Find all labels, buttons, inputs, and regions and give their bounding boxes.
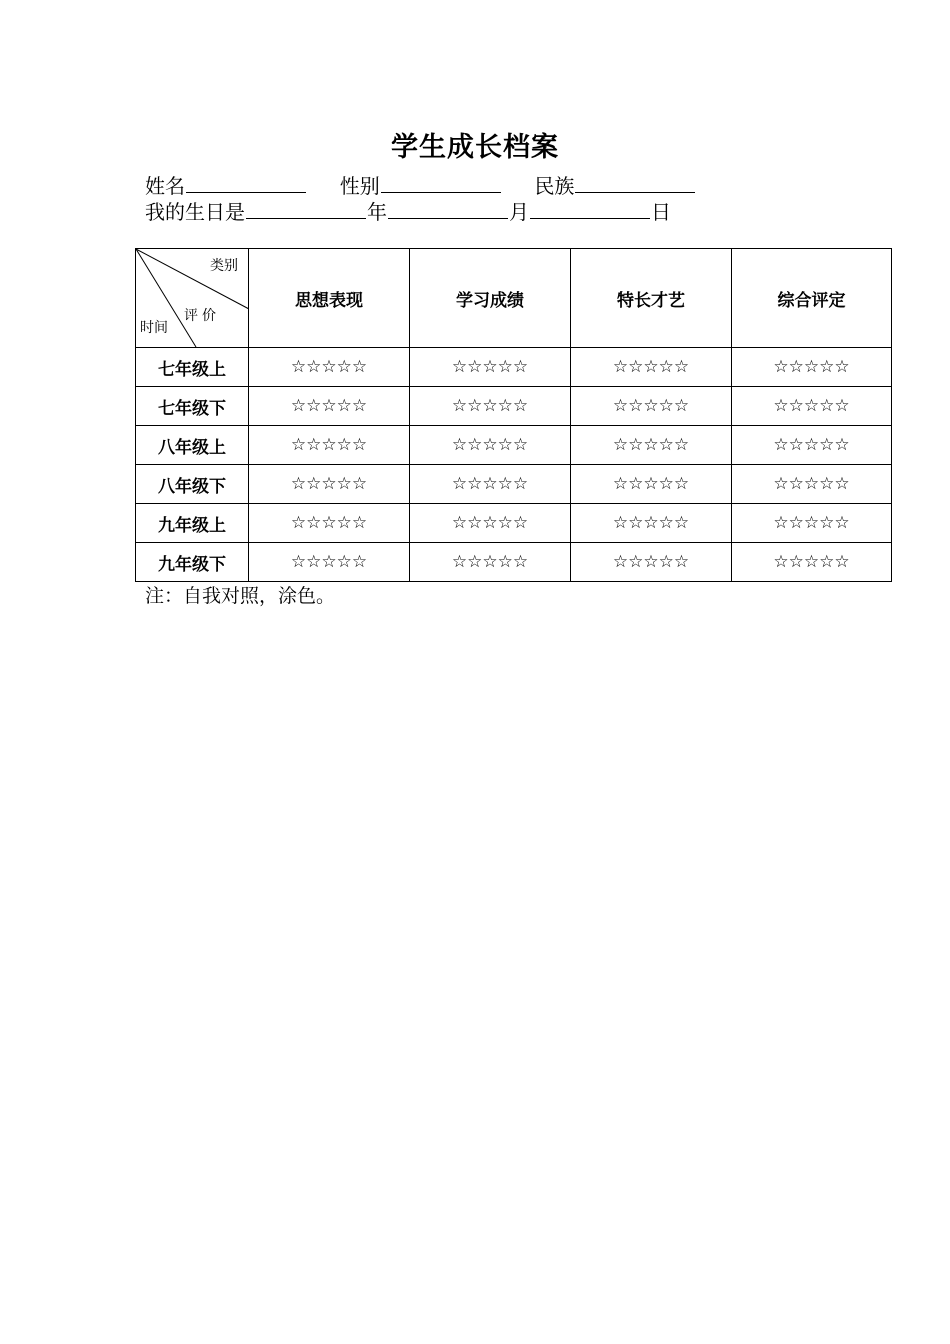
table-row [136,387,892,426]
star-rating[interactable]: ☆☆☆☆☆ [410,543,571,582]
page-title: 学生成长档案 [391,132,559,163]
star-rating[interactable]: ☆☆☆☆☆ [410,465,571,504]
star-rating[interactable]: ☆☆☆☆☆ [732,543,892,582]
row-label: 八年级上 [136,426,249,465]
table-row [136,504,892,543]
star-rating[interactable]: ☆☆☆☆☆ [249,465,410,504]
name-blank[interactable] [186,172,306,193]
star-rating[interactable]: ☆☆☆☆☆ [249,543,410,582]
star-rating[interactable]: ☆☆☆☆☆ [571,504,732,543]
gender-label: 性别 [339,174,380,198]
column-header: 学习成绩 [410,249,571,348]
star-rating[interactable]: ☆☆☆☆☆ [571,426,732,465]
ethnicity-blank[interactable] [575,172,695,193]
birth-year-blank[interactable] [246,198,366,219]
corner-evaluation-label: 评价 [184,308,220,324]
birthday-label: 我的生日是 [145,200,245,224]
table-header-row [136,249,892,348]
year-label: 年 [367,200,387,224]
day-label: 日 [651,200,671,224]
growth-record-table [135,248,892,582]
corner-header-cell [136,249,249,348]
star-rating[interactable]: ☆☆☆☆☆ [732,504,892,543]
star-rating[interactable]: ☆☆☆☆☆ [571,543,732,582]
star-rating[interactable]: ☆☆☆☆☆ [571,348,732,387]
corner-category-label: 类别 [210,258,238,274]
column-header: 特长才艺 [571,249,732,348]
column-header: 思想表现 [249,249,410,348]
row-label: 七年级下 [136,387,249,426]
table-row [136,426,892,465]
ethnicity-label: 民族 [534,174,575,198]
star-rating[interactable]: ☆☆☆☆☆ [732,426,892,465]
month-label: 月 [509,200,529,224]
footnote: 注：自我对照，涂色。 [145,585,336,607]
star-rating[interactable]: ☆☆☆☆☆ [732,387,892,426]
table-row [136,465,892,504]
name-label: 姓名 [145,174,185,198]
star-rating[interactable]: ☆☆☆☆☆ [410,348,571,387]
row-label: 九年级上 [136,504,249,543]
table-row [136,543,892,582]
birth-day-blank[interactable] [530,198,650,219]
star-rating[interactable]: ☆☆☆☆☆ [249,426,410,465]
star-rating[interactable]: ☆☆☆☆☆ [249,387,410,426]
star-rating[interactable]: ☆☆☆☆☆ [410,426,571,465]
star-rating[interactable]: ☆☆☆☆☆ [732,348,892,387]
star-rating[interactable]: ☆☆☆☆☆ [571,387,732,426]
row-label: 七年级上 [136,348,249,387]
star-rating[interactable]: ☆☆☆☆☆ [732,465,892,504]
column-header: 综合评定 [732,249,892,348]
star-rating[interactable]: ☆☆☆☆☆ [410,387,571,426]
star-rating[interactable]: ☆☆☆☆☆ [410,504,571,543]
star-rating[interactable]: ☆☆☆☆☆ [249,348,410,387]
star-rating[interactable]: ☆☆☆☆☆ [571,465,732,504]
table-row [136,348,892,387]
row-label: 八年级下 [136,465,249,504]
birth-month-blank[interactable] [388,198,508,219]
info-line-name [145,172,696,199]
row-label: 九年级下 [136,543,249,582]
corner-time-label: 时间 [140,320,168,336]
gender-blank[interactable] [381,172,501,193]
info-line-birthday [145,198,671,225]
star-rating[interactable]: ☆☆☆☆☆ [249,504,410,543]
